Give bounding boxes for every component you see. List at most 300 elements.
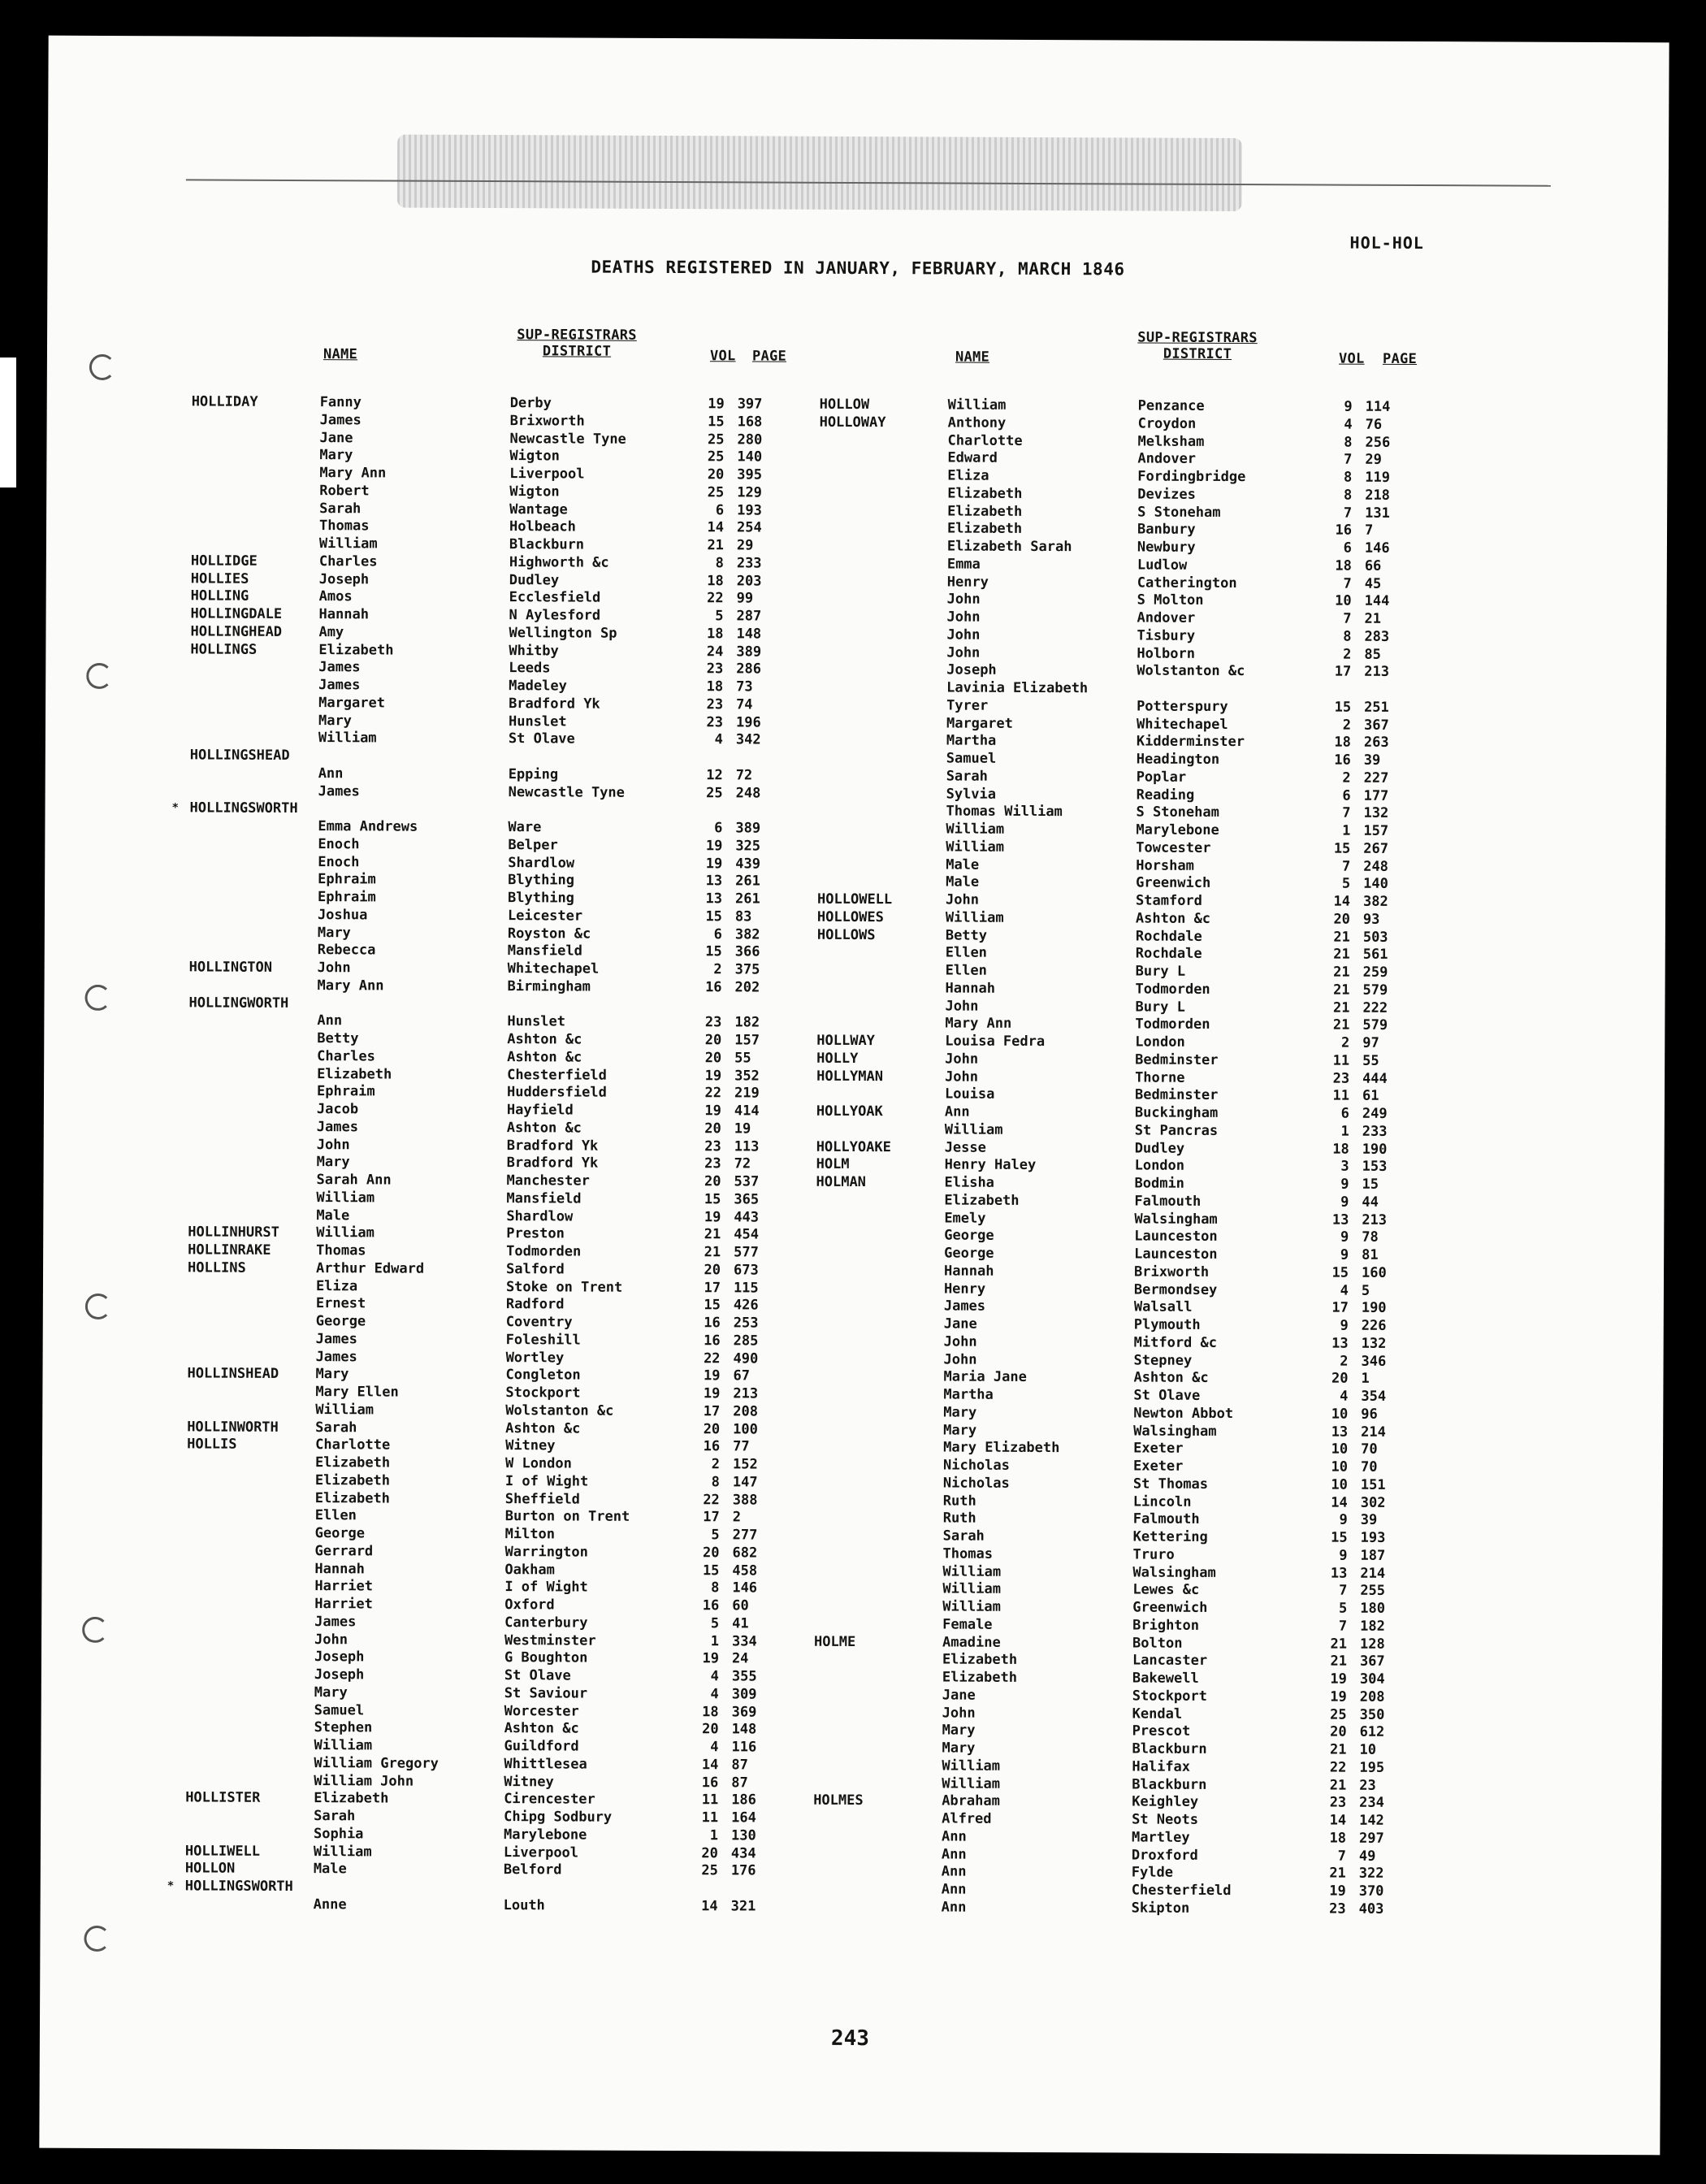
entry-district: Newcastle Tyne bbox=[509, 430, 626, 448]
entry-district: Tisbury bbox=[1137, 627, 1196, 644]
entry-district: Stamford bbox=[1136, 892, 1202, 909]
entry-volume: 8 bbox=[1343, 487, 1353, 504]
entry-surname: HOLLYOAKE bbox=[816, 1138, 891, 1155]
entry-page: 222 bbox=[1362, 999, 1388, 1016]
entry-volume: 21 bbox=[1329, 1777, 1347, 1794]
entry-volume: 8 bbox=[711, 1580, 720, 1597]
entry-forename: Ann bbox=[317, 1012, 343, 1029]
register-sheet bbox=[39, 36, 1669, 2156]
entry-volume: 8 bbox=[715, 554, 724, 572]
entry-page: 24 bbox=[731, 1650, 749, 1667]
entry-forename: Emma Andrews bbox=[318, 818, 418, 835]
entry-district: London bbox=[1135, 1034, 1185, 1051]
entry-forename: Tyrer bbox=[946, 697, 989, 714]
entry-volume: 20 bbox=[704, 1173, 721, 1190]
entry-district: Huddersfield bbox=[506, 1084, 607, 1101]
entry-volume: 15 bbox=[705, 908, 723, 925]
entry-district: Ware bbox=[508, 819, 542, 836]
entry-forename: William John bbox=[314, 1772, 414, 1790]
entry-volume: 11 bbox=[701, 1809, 719, 1826]
punch-hole bbox=[85, 1294, 111, 1320]
entry-marker: * bbox=[171, 801, 180, 815]
entry-volume: 21 bbox=[1329, 1741, 1347, 1758]
entry-volume: 16 bbox=[701, 1774, 719, 1791]
entry-volume: 9 bbox=[1339, 1547, 1348, 1564]
entry-forename: Charles bbox=[318, 552, 378, 570]
entry-page: 283 bbox=[1364, 628, 1390, 645]
entry-district: Blackburn bbox=[509, 536, 585, 553]
entry-volume: 1 bbox=[1342, 822, 1351, 839]
entry-page: 72 bbox=[734, 1155, 751, 1172]
entry-district: Whitechapel bbox=[1136, 716, 1228, 733]
entry-volume: 11 bbox=[1332, 1087, 1350, 1104]
entry-district: Walsingham bbox=[1133, 1423, 1217, 1440]
entry-forename: Martha bbox=[943, 1386, 994, 1403]
entry-page: 226 bbox=[1361, 1317, 1387, 1334]
entry-surname: HOLLING bbox=[190, 587, 249, 604]
entry-surname: HOLLIDAY bbox=[191, 393, 258, 410]
entry-page: 187 bbox=[1360, 1547, 1386, 1564]
entry-page: 277 bbox=[732, 1527, 758, 1544]
entry-district: Walsingham bbox=[1134, 1211, 1218, 1228]
entry-district: Witney bbox=[505, 1437, 556, 1454]
entry-district: St Olave bbox=[508, 730, 575, 748]
entry-forename: Joseph bbox=[314, 1649, 365, 1666]
entry-district: Stockport bbox=[505, 1384, 581, 1402]
entry-district: Westminster bbox=[504, 1632, 596, 1649]
entry-volume: 25 bbox=[707, 483, 725, 501]
entry-page: 182 bbox=[1360, 1618, 1385, 1635]
entry-volume: 2 bbox=[1340, 1353, 1349, 1370]
entry-page: 208 bbox=[733, 1403, 759, 1420]
entry-forename: Joshua bbox=[317, 906, 368, 924]
entry-page: 186 bbox=[731, 1792, 756, 1809]
entry-forename: William bbox=[942, 1774, 1001, 1792]
header-name: NAME bbox=[323, 346, 358, 363]
entry-volume: 23 bbox=[1329, 1900, 1346, 1918]
entry-surname: HOLLOW bbox=[819, 396, 870, 414]
entry-forename: Jane bbox=[943, 1315, 977, 1332]
entry-volume: 23 bbox=[704, 1014, 722, 1031]
entry-forename: Mary bbox=[316, 1154, 350, 1171]
entry-district: Wellington Sp bbox=[509, 624, 617, 642]
entry-forename: Ruth bbox=[942, 1510, 976, 1527]
entry-volume: 21 bbox=[1329, 1865, 1346, 1882]
entry-district: Buckingham bbox=[1134, 1104, 1219, 1121]
entry-forename: George bbox=[944, 1227, 994, 1245]
entry-volume: 20 bbox=[701, 1844, 718, 1861]
entry-volume: 7 bbox=[1344, 451, 1353, 468]
entry-volume: 9 bbox=[1340, 1176, 1349, 1193]
entry-volume: 19 bbox=[704, 1067, 722, 1084]
entry-district: Hunslet bbox=[508, 713, 567, 730]
entry-forename: James bbox=[318, 677, 361, 694]
entry-district: Ashton &c bbox=[1133, 1369, 1209, 1387]
entry-district: Bodmin bbox=[1134, 1175, 1184, 1192]
entry-volume: 13 bbox=[1331, 1424, 1349, 1441]
entry-page: 426 bbox=[733, 1297, 759, 1314]
entry-volume: 21 bbox=[1333, 946, 1350, 963]
entry-page: 227 bbox=[1363, 769, 1389, 786]
entry-page: 397 bbox=[737, 396, 763, 413]
entry-forename: Ephraim bbox=[318, 871, 376, 888]
entry-forename: Sarah bbox=[314, 1808, 356, 1825]
entry-forename: Mary bbox=[314, 1684, 348, 1701]
entry-forename: Betty bbox=[317, 1030, 359, 1047]
entry-forename: Elizabeth bbox=[314, 1489, 390, 1507]
entry-surname: HOLME bbox=[814, 1633, 856, 1650]
register-column-right bbox=[813, 396, 1453, 1919]
entry-volume: 19 bbox=[1329, 1883, 1346, 1900]
entry-district: G Boughton bbox=[504, 1649, 588, 1666]
entry-page: 443 bbox=[734, 1208, 760, 1225]
entry-forename: Enoch bbox=[318, 835, 360, 853]
entry-forename: John bbox=[945, 1051, 979, 1068]
entry-forename: Elizabeth bbox=[946, 520, 1023, 538]
entry-page: 78 bbox=[1362, 1228, 1379, 1246]
entry-district: Whittlesea bbox=[504, 1755, 587, 1773]
entry-page: 129 bbox=[737, 484, 762, 501]
entry-district: Wigton bbox=[509, 483, 560, 500]
entry-district: Holborn bbox=[1137, 645, 1196, 662]
entry-district: Todmorden bbox=[506, 1243, 582, 1260]
entry-forename: Hannah bbox=[314, 1560, 365, 1577]
entry-page: 219 bbox=[734, 1085, 760, 1102]
entry-forename: Joseph bbox=[318, 570, 370, 587]
entry-volume: 24 bbox=[706, 643, 724, 660]
entry-forename: Elizabeth bbox=[314, 1471, 391, 1489]
entry-district: Marylebone bbox=[503, 1826, 587, 1844]
entry-forename: Mary bbox=[319, 447, 353, 464]
entry-volume: 7 bbox=[1339, 1582, 1348, 1599]
entry-district: Dudley bbox=[509, 571, 560, 588]
entry-forename: Amadine bbox=[942, 1633, 1001, 1651]
entry-page: 83 bbox=[734, 908, 752, 925]
entry-forename: Thomas bbox=[319, 518, 370, 535]
entry-forename: Thomas bbox=[316, 1242, 366, 1259]
entry-volume: 20 bbox=[707, 466, 725, 483]
entry-district: St Thomas bbox=[1132, 1476, 1209, 1493]
entry-forename: William bbox=[314, 1737, 373, 1754]
entry-district: Canterbury bbox=[504, 1614, 588, 1632]
entry-district: Brighton bbox=[1132, 1617, 1200, 1634]
entry-volume: 1 bbox=[709, 1826, 719, 1844]
entry-district: Bedminster bbox=[1135, 1051, 1219, 1068]
entry-forename: James bbox=[316, 1118, 359, 1136]
entry-page: 177 bbox=[1363, 787, 1389, 804]
entry-page: 55 bbox=[1362, 1052, 1379, 1069]
entry-forename: Elizabeth bbox=[314, 1790, 389, 1807]
entry-district: Derby bbox=[509, 395, 552, 412]
entry-page: 190 bbox=[1361, 1299, 1387, 1317]
entry-forename: Mary bbox=[943, 1421, 977, 1439]
entry-forename: Louisa bbox=[944, 1086, 995, 1103]
entry-forename: Lavinia Elizabeth bbox=[946, 679, 1089, 697]
entry-forename: Elisha bbox=[944, 1174, 994, 1191]
entry-forename: Emely bbox=[944, 1209, 986, 1227]
entry-page: 253 bbox=[733, 1315, 759, 1332]
entry-volume: 4 bbox=[1344, 416, 1353, 433]
surname-range-code: HOL-HOL bbox=[1349, 232, 1424, 254]
entry-district: Guildford bbox=[504, 1738, 579, 1755]
entry-page: 214 bbox=[1360, 1565, 1386, 1582]
entry-forename: James bbox=[318, 659, 361, 676]
entry-forename: Charlotte bbox=[947, 431, 1023, 449]
entry-district: Coventry bbox=[505, 1314, 573, 1331]
entry-volume: 10 bbox=[1335, 592, 1352, 609]
entry-forename: Ann bbox=[941, 1828, 967, 1845]
entry-district: Epping bbox=[508, 765, 559, 783]
entry-forename: Jane bbox=[319, 429, 353, 446]
entry-district: Bradford Yk bbox=[509, 695, 600, 713]
entry-page: 367 bbox=[1363, 717, 1389, 734]
header-vol: VOL bbox=[709, 348, 736, 365]
entry-forename: John bbox=[943, 1333, 977, 1350]
entry-volume: 25 bbox=[707, 431, 725, 448]
entry-district: London bbox=[1134, 1157, 1185, 1175]
entry-volume: 21 bbox=[704, 1226, 721, 1243]
entry-page: 234 bbox=[1359, 1794, 1384, 1812]
entry-forename: Hannah bbox=[318, 606, 370, 623]
entry-forename: Mary Ann bbox=[317, 977, 384, 994]
entry-district: Ecclesfield bbox=[509, 589, 601, 606]
entry-volume: 20 bbox=[703, 1544, 720, 1562]
entry-district: Dudley bbox=[1134, 1140, 1185, 1157]
punch-hole bbox=[86, 663, 112, 689]
entry-page: 152 bbox=[732, 1456, 758, 1473]
entry-forename: George bbox=[315, 1313, 366, 1330]
entry-volume: 5 bbox=[1338, 1600, 1348, 1617]
entry-volume: 6 bbox=[714, 820, 723, 837]
entry-volume: 15 bbox=[1331, 1264, 1349, 1281]
entry-district: Blackburn bbox=[1132, 1775, 1207, 1793]
entry-district: Todmorden bbox=[1135, 981, 1210, 998]
entry-page: 325 bbox=[735, 838, 761, 855]
entry-page: 130 bbox=[730, 1827, 756, 1844]
entry-district: Brixworth bbox=[1134, 1263, 1210, 1280]
entry-district: I of Wight bbox=[504, 1472, 589, 1490]
entry-district: Launceston bbox=[1134, 1246, 1218, 1263]
entry-volume: 4 bbox=[1340, 1282, 1349, 1299]
entry-district: Birmingham bbox=[507, 977, 591, 995]
entry-page: 7 bbox=[1364, 522, 1374, 540]
entry-page: 388 bbox=[732, 1491, 758, 1508]
entry-volume: 5 bbox=[1341, 875, 1351, 892]
entry-volume: 4 bbox=[714, 731, 723, 748]
entry-forename: John bbox=[945, 997, 979, 1015]
entry-district: Belper bbox=[508, 836, 558, 854]
entry-forename: John bbox=[316, 1136, 350, 1153]
entry-district: Lincoln bbox=[1132, 1493, 1192, 1510]
entry-page: 85 bbox=[1364, 646, 1381, 663]
entry-forename: William bbox=[316, 1224, 375, 1242]
entry-volume: 21 bbox=[1330, 1653, 1348, 1670]
entry-district: Croydon bbox=[1137, 415, 1197, 432]
entry-page: 382 bbox=[734, 925, 760, 942]
entry-page: 255 bbox=[1360, 1582, 1386, 1600]
entry-page: 148 bbox=[731, 1721, 757, 1738]
entry-page: 77 bbox=[733, 1438, 750, 1455]
entry-page: 251 bbox=[1364, 699, 1389, 716]
entry-volume: 6 bbox=[1343, 540, 1352, 557]
header-page: PAGE bbox=[751, 348, 787, 365]
entry-forename: Male bbox=[316, 1207, 350, 1224]
entry-forename: Elizabeth bbox=[318, 641, 394, 659]
entry-forename: Nicholas bbox=[942, 1475, 1010, 1492]
entry-page: 218 bbox=[1365, 487, 1390, 504]
entry-page: 146 bbox=[732, 1580, 758, 1597]
header-page: PAGE bbox=[1382, 350, 1418, 368]
entry-forename: Sarah bbox=[942, 1528, 985, 1545]
entry-page: 267 bbox=[1363, 840, 1389, 857]
entry-forename: Amy bbox=[318, 623, 344, 641]
entry-page: 375 bbox=[734, 961, 760, 978]
entry-forename: Amos bbox=[318, 588, 353, 605]
entry-volume: 12 bbox=[706, 766, 723, 784]
entry-forename: Ernest bbox=[315, 1295, 366, 1312]
entry-page: 673 bbox=[734, 1262, 759, 1279]
entry-forename: John bbox=[946, 891, 980, 908]
entry-forename: William bbox=[318, 730, 377, 747]
entry-district: Melksham bbox=[1137, 433, 1205, 450]
entry-volume: 19 bbox=[708, 396, 725, 413]
entry-volume: 7 bbox=[1337, 1848, 1346, 1865]
entry-page: 164 bbox=[731, 1809, 756, 1826]
entry-forename: William bbox=[946, 821, 1005, 838]
entry-forename: Sarah bbox=[319, 500, 362, 517]
entry-volume: 20 bbox=[704, 1049, 722, 1067]
entry-forename: Mary bbox=[315, 1366, 349, 1383]
entry-volume: 25 bbox=[701, 1862, 718, 1879]
entry-surname: HOLLWAY bbox=[816, 1032, 875, 1050]
entry-district: S Molton bbox=[1137, 592, 1204, 609]
entry-page: 29 bbox=[1365, 451, 1382, 469]
entry-district: Newbury bbox=[1137, 539, 1196, 556]
entry-volume: 10 bbox=[1331, 1458, 1349, 1476]
entry-forename: Charlotte bbox=[315, 1436, 391, 1454]
entry-volume: 13 bbox=[1331, 1335, 1349, 1352]
entry-volume: 18 bbox=[702, 1703, 719, 1720]
entry-page: 342 bbox=[735, 731, 761, 748]
entry-volume: 14 bbox=[1331, 1494, 1348, 1511]
entry-forename: James bbox=[319, 411, 362, 429]
entry-district: Belford bbox=[503, 1861, 562, 1878]
entry-district: Newton Abbot bbox=[1133, 1405, 1234, 1422]
entry-forename: Mary Elizabeth bbox=[943, 1439, 1060, 1457]
header-vol: VOL bbox=[1338, 350, 1365, 367]
entry-page: 74 bbox=[736, 696, 753, 713]
entry-district: Bury L bbox=[1135, 999, 1185, 1016]
entry-volume: 17 bbox=[1331, 1299, 1349, 1316]
entry-volume: 7 bbox=[1343, 610, 1352, 627]
entry-page: 261 bbox=[735, 873, 760, 890]
entry-district: Whitby bbox=[509, 642, 559, 659]
entry-volume: 18 bbox=[1335, 557, 1352, 574]
entry-forename: Mary bbox=[318, 712, 353, 729]
entry-district: Kendal bbox=[1132, 1705, 1183, 1722]
entry-page: 140 bbox=[737, 448, 763, 466]
entry-page: 10 bbox=[1359, 1741, 1377, 1758]
entry-volume: 7 bbox=[1338, 1618, 1348, 1635]
entry-page: 389 bbox=[736, 643, 762, 660]
entry-volume: 16 bbox=[703, 1438, 721, 1455]
entry-district: Catherington bbox=[1137, 574, 1237, 592]
entry-district: Droxford bbox=[1131, 1846, 1198, 1864]
entry-district: Walsingham bbox=[1132, 1564, 1216, 1581]
entry-volume: 16 bbox=[1334, 752, 1351, 769]
entry-district: Greenwich bbox=[1136, 874, 1211, 892]
entry-page: 389 bbox=[735, 820, 761, 837]
entry-volume: 7 bbox=[1342, 804, 1351, 821]
entry-volume: 13 bbox=[705, 873, 723, 890]
entry-page: 61 bbox=[1362, 1087, 1379, 1105]
entry-page: 73 bbox=[736, 678, 753, 696]
entry-page: 382 bbox=[1363, 893, 1388, 910]
entry-page: 254 bbox=[737, 519, 762, 536]
entry-forename: Mary Ann bbox=[319, 465, 387, 482]
entry-district: N Aylesford bbox=[509, 607, 601, 624]
entry-district: Blything bbox=[508, 872, 575, 889]
entry-volume: 4 bbox=[710, 1739, 719, 1756]
entry-district: Martley bbox=[1131, 1829, 1190, 1846]
entry-volume: 19 bbox=[704, 1208, 721, 1225]
entry-page: 113 bbox=[734, 1138, 760, 1155]
entry-volume: 7 bbox=[1343, 575, 1352, 592]
entry-page: 454 bbox=[734, 1226, 760, 1243]
entry-volume: 21 bbox=[1333, 929, 1350, 946]
entry-page: 321 bbox=[730, 1898, 756, 1915]
entry-page: 395 bbox=[737, 466, 763, 483]
entry-forename: Abraham bbox=[942, 1792, 1000, 1810]
header-name: NAME bbox=[955, 349, 990, 366]
entry-volume: 2 bbox=[1340, 1034, 1350, 1051]
entry-forename: Elizabeth bbox=[314, 1454, 391, 1471]
entry-page: 66 bbox=[1364, 557, 1382, 574]
entry-district: Congleton bbox=[505, 1367, 581, 1384]
entry-page: 309 bbox=[731, 1686, 757, 1703]
entry-page: 285 bbox=[733, 1332, 759, 1350]
entry-district: Todmorden bbox=[1135, 1016, 1210, 1034]
entry-district: S Stoneham bbox=[1136, 804, 1219, 821]
entry-forename: Elizabeth bbox=[317, 1065, 392, 1083]
entry-page: 256 bbox=[1365, 434, 1391, 451]
entry-district: St Neots bbox=[1132, 1811, 1199, 1828]
header-district-line1: SUP-REGISTRARS bbox=[1137, 329, 1258, 347]
entry-page: 180 bbox=[1360, 1600, 1386, 1617]
entry-forename: Mary bbox=[317, 924, 351, 941]
entry-page: 190 bbox=[1362, 1141, 1388, 1158]
entry-district: Exeter bbox=[1132, 1458, 1184, 1475]
entry-forename: Ephraim bbox=[318, 889, 376, 906]
entry-page: 503 bbox=[1362, 929, 1388, 946]
entry-page: 612 bbox=[1359, 1723, 1385, 1741]
entry-district: Blackburn bbox=[1132, 1740, 1207, 1757]
entry-forename: Mary bbox=[942, 1722, 976, 1739]
entry-forename: Nicholas bbox=[942, 1457, 1010, 1474]
entry-forename: John bbox=[946, 644, 981, 661]
entry-district: Preston bbox=[506, 1225, 565, 1242]
entry-forename: Margaret bbox=[318, 694, 386, 712]
entry-district: Wigton bbox=[509, 448, 560, 465]
entry-volume: 22 bbox=[703, 1491, 720, 1508]
entry-forename: Male bbox=[946, 873, 980, 890]
entry-forename: Stephen bbox=[314, 1719, 373, 1736]
entry-district: Andover bbox=[1137, 609, 1196, 626]
entry-surname: HOLLINHURST bbox=[188, 1224, 279, 1242]
punch-hole bbox=[84, 1926, 110, 1952]
header-district bbox=[1116, 329, 1279, 362]
entry-district: Ashton &c bbox=[507, 1031, 582, 1048]
